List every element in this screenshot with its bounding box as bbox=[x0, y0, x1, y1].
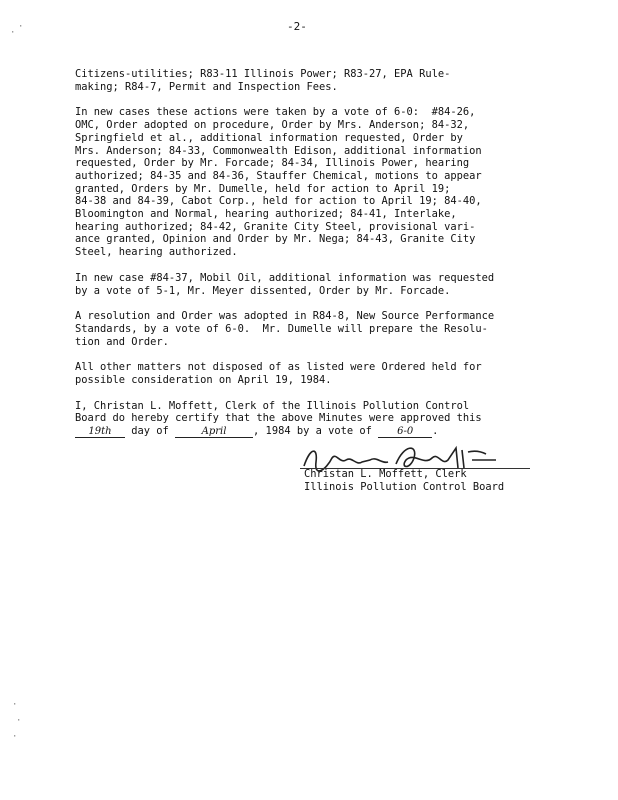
text-line: In new case #84-37, Mobil Oil, additional information was requested bbox=[75, 271, 495, 284]
text-line: Mrs. Anderson; 84-33, Commonwealth Edison, additional information bbox=[75, 144, 482, 157]
text-line: Steel, hearing authorized. bbox=[75, 246, 238, 259]
text-line: by a vote of 5-1, Mr. Meyer dissented, Order by Mr. Forcade. bbox=[75, 284, 451, 297]
signatory-name: Christan L. Moffett, Clerk bbox=[304, 468, 467, 480]
text-line: I, Christan L. Moffett, Clerk of the Illinois Pollution Control bbox=[75, 399, 470, 412]
text-line: ance granted, Opinion and Order by Mr. Nega; 84-43, Granite City bbox=[75, 233, 476, 246]
paragraph-other-matters bbox=[75, 361, 555, 386]
text-line: hearing authorized; 84-42, Granite City Steel, provisional vari- bbox=[75, 220, 476, 233]
scan-artifact: · bbox=[10, 28, 16, 38]
paragraph-mobil-oil bbox=[75, 272, 555, 297]
text-line: Standards, by a vote of 6-0. Mr. Dumelle will prepare the Resolu- bbox=[75, 322, 488, 335]
text-line: granted, Orders by Mr. Dumelle, held for action to April 19; bbox=[75, 182, 451, 195]
text-line: A resolution and Order was adopted in R84-8, New Source Performance bbox=[75, 310, 495, 323]
approval-line bbox=[75, 425, 555, 438]
scan-artifact: · bbox=[12, 700, 18, 710]
text-line: possible consideration on April 19, 1984. bbox=[75, 374, 332, 387]
signatory-organization: Illinois Pollution Control Board bbox=[304, 480, 505, 493]
text-fragment: , 1984 by a vote of bbox=[253, 425, 379, 438]
text-line: Citizens-utilities; R83-11 Illinois Power; R83-27, EPA Rule- bbox=[75, 68, 451, 80]
text-line: Bloomington and Normal, hearing authorized; 84-41, Interlake, bbox=[75, 208, 457, 221]
text-line: All other matters not disposed of as listed were Ordered held for bbox=[75, 361, 482, 374]
signatory-info bbox=[304, 468, 504, 493]
text-fragment: . bbox=[432, 425, 439, 438]
vote-blank: 6-0 bbox=[378, 426, 432, 438]
paragraph-new-cases bbox=[75, 106, 555, 258]
text-line: authorized; 84-35 and 84-36, Stauffer Chemical, motions to appear bbox=[75, 169, 482, 182]
text-fragment: day of bbox=[125, 425, 176, 438]
day-blank: 19th bbox=[75, 426, 125, 438]
text-line: Board do hereby certify that the above Minutes were approved this bbox=[75, 412, 482, 425]
paragraph-carryover bbox=[75, 68, 555, 93]
scan-artifact: · bbox=[16, 716, 22, 726]
text-line: requested, Order by Mr. Forcade; 84-34, Illinois Power, hearing bbox=[75, 157, 470, 170]
certification-paragraph bbox=[75, 400, 555, 438]
text-line: 84-38 and 84-39, Cabot Corp., held for action to April 19; 84-40, bbox=[75, 195, 482, 208]
text-line: making; R84-7, Permit and Inspection Fees. bbox=[75, 80, 338, 93]
text-line: tion and Order. bbox=[75, 335, 169, 348]
text-line: In new cases these actions were taken by a vote of 6-0: #84-26, bbox=[75, 106, 476, 119]
month-blank: April bbox=[175, 426, 253, 438]
paragraph-resolution bbox=[75, 310, 555, 348]
text-line: Springfield et al., additional information requested, Order by bbox=[75, 131, 463, 144]
minutes-body bbox=[75, 68, 555, 451]
scan-artifact: · bbox=[18, 22, 24, 32]
scan-artifact: · bbox=[12, 732, 18, 742]
page-number: -2- bbox=[287, 20, 307, 33]
text-line: OMC, Order adopted on procedure, Order by Mrs. Anderson; 84-32, bbox=[75, 119, 470, 132]
